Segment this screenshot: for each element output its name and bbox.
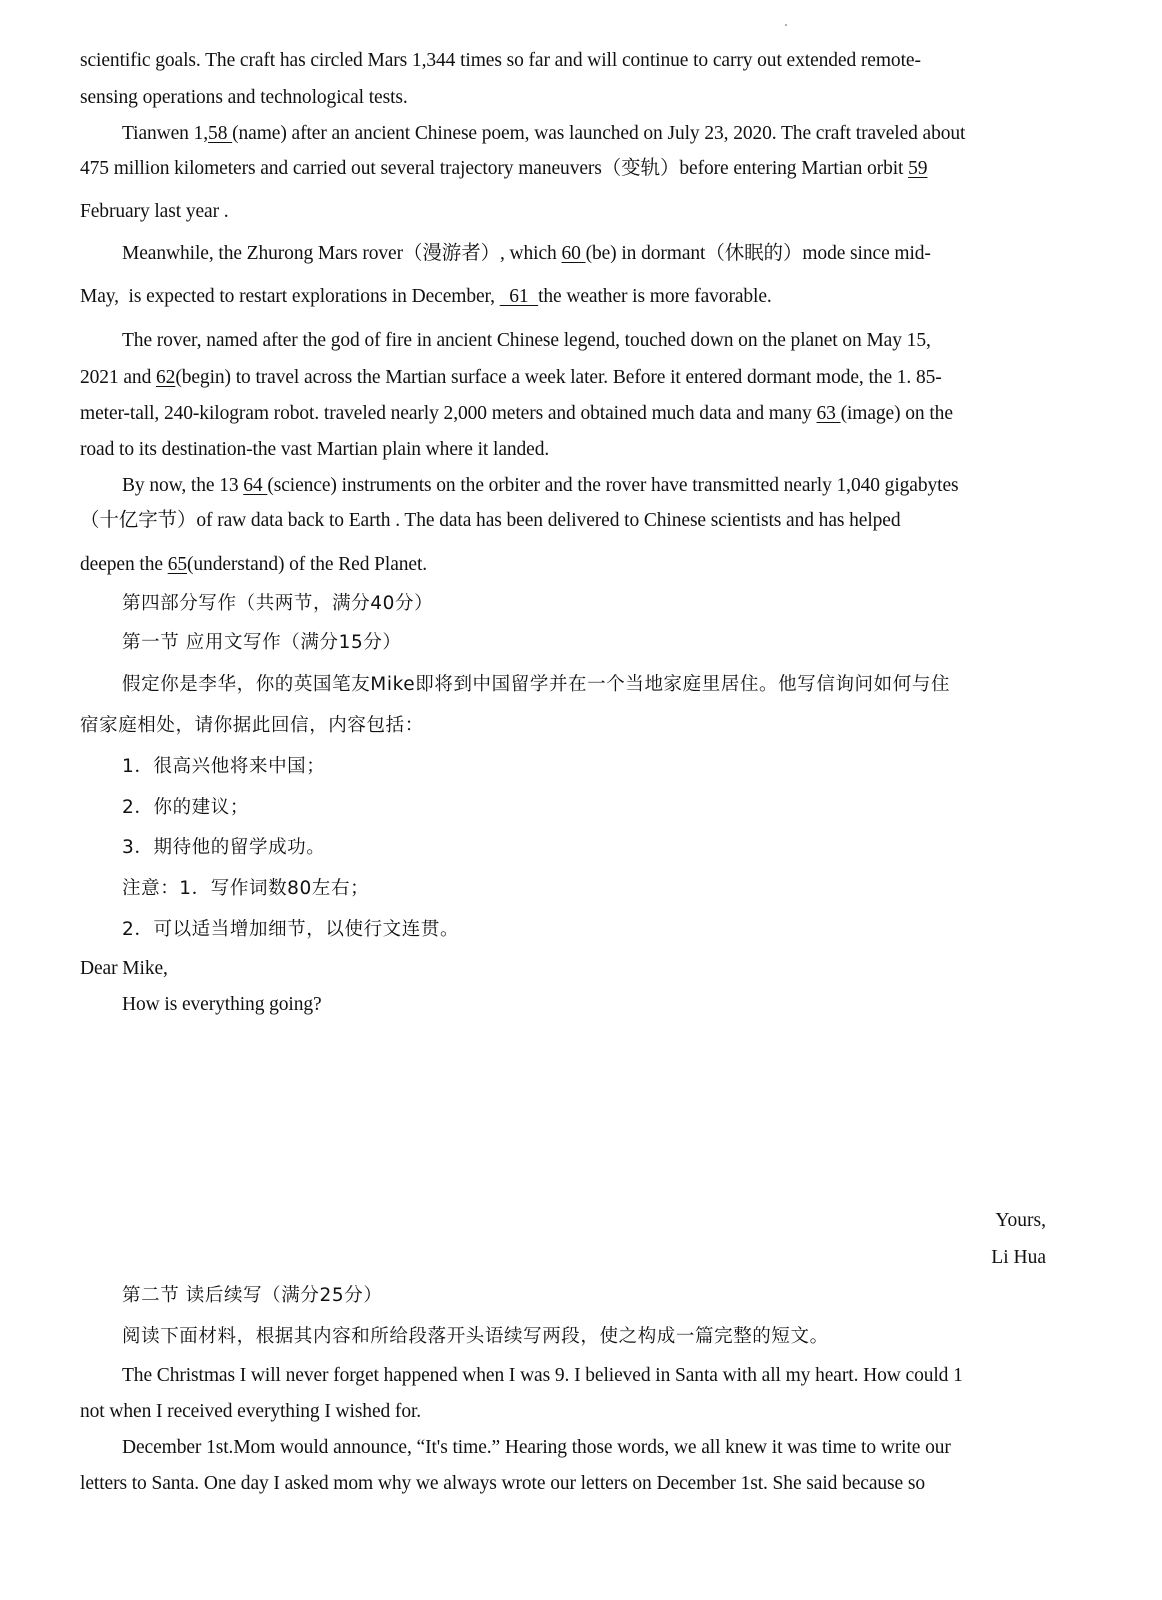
prompt-line: 假定你是李华，你的英国笔友Mike即将到中国留学并在一个当地家庭里居住。他写信询问如何与住	[122, 674, 951, 695]
blank-59: 59	[908, 158, 928, 179]
story-line: not when I received everything I wished for.	[80, 1401, 422, 1422]
note-line: 2．可以适当增加细节，以使行文连贯。	[122, 919, 460, 940]
blank-58: 58	[208, 123, 233, 144]
blank-60: 60	[561, 243, 586, 264]
prompt-line: 宿家庭相处，请你据此回信，内容包括：	[80, 715, 424, 736]
passage-line: The rover, named after the god of fire in ancient Chinese legend, touched down on the planet on May 15,	[122, 330, 931, 351]
story-line: The Christmas I will never forget happened when I was 9. I believed in Santa with all my heart. How could 1	[122, 1365, 963, 1386]
section2-title: 第二节 读后续写（满分25分）	[122, 1285, 383, 1306]
passage-line: 2021 and 62(begin) to travel across the Martian surface a week later. Before it entered dormant mode, the 1. 85-	[80, 367, 942, 388]
passage-line: Meanwhile, the Zhurong Mars rover（漫游者）, which 60 (be) in dormant（休眠的）mode since mid-	[122, 243, 931, 264]
passage-line: February last year .	[80, 201, 229, 222]
passage-line: May, is expected to restart explorations in December, 61 the weather is more favorable.	[80, 286, 772, 307]
letter-signature: Li Hua	[991, 1247, 1046, 1268]
passage-line: road to its destination-the vast Martian plain where it landed.	[80, 439, 550, 460]
blank-63: 63	[816, 403, 841, 424]
passage-line: Tianwen 1,58 (name) after an ancient Chinese poem, was launched on July 23, 2020. The craft traveled about	[122, 123, 966, 144]
letter-closing: Yours,	[995, 1210, 1046, 1231]
passage-line: By now, the 13 64 (science) instruments on the orbiter and the rover have transmitted nearly 1,040 gigabytes	[122, 475, 959, 496]
passage-line: 475 million kilometers and carried out several trajectory maneuvers（变轨）before entering Martian orbit 59	[80, 158, 928, 179]
passage-line: scientific goals. The craft has circled Mars 1,344 times so far and will continue to carry out extended remote-	[80, 50, 921, 71]
passage-line: meter-tall, 240-kilogram robot. traveled nearly 2,000 meters and obtained much data and many 63 (image) on the	[80, 403, 953, 424]
passage-line: deepen the 65(understand) of the Red Planet.	[80, 554, 428, 575]
passage-line: （十亿字节）of raw data back to Earth . The data has been delivered to Chinese scientists and has helped	[80, 510, 901, 531]
letter-opening: How is everything going?	[122, 994, 322, 1015]
story-line: December 1st.Mom would announce, “It's time.” Hearing those words, we all knew it was time to write our	[122, 1437, 951, 1458]
continuation-instruction: 阅读下面材料，根据其内容和所给段落开头语续写两段，使之构成一篇完整的短文。	[122, 1326, 829, 1347]
section1-title: 第一节 应用文写作（满分15分）	[122, 632, 402, 653]
note-line: 注意：1．写作词数80左右；	[122, 878, 370, 899]
story-line: letters to Santa. One day I asked mom why we always wrote our letters on December 1st. She said because so	[80, 1473, 925, 1494]
blank-62: 62	[156, 367, 176, 388]
blank-65: 65	[167, 554, 188, 575]
passage-line: sensing operations and technological tests.	[80, 87, 408, 108]
scan-speck	[785, 24, 787, 26]
content-item: 3．期待他的留学成功。	[122, 837, 326, 858]
content-item: 2．你的建议；	[122, 797, 249, 818]
letter-greeting: Dear Mike,	[80, 958, 168, 979]
part4-title: 第四部分写作（共两节，满分40分）	[122, 593, 434, 614]
blank-61: 61	[499, 286, 539, 307]
content-item: 1．很高兴他将来中国；	[122, 756, 326, 777]
blank-64: 64	[243, 475, 268, 496]
